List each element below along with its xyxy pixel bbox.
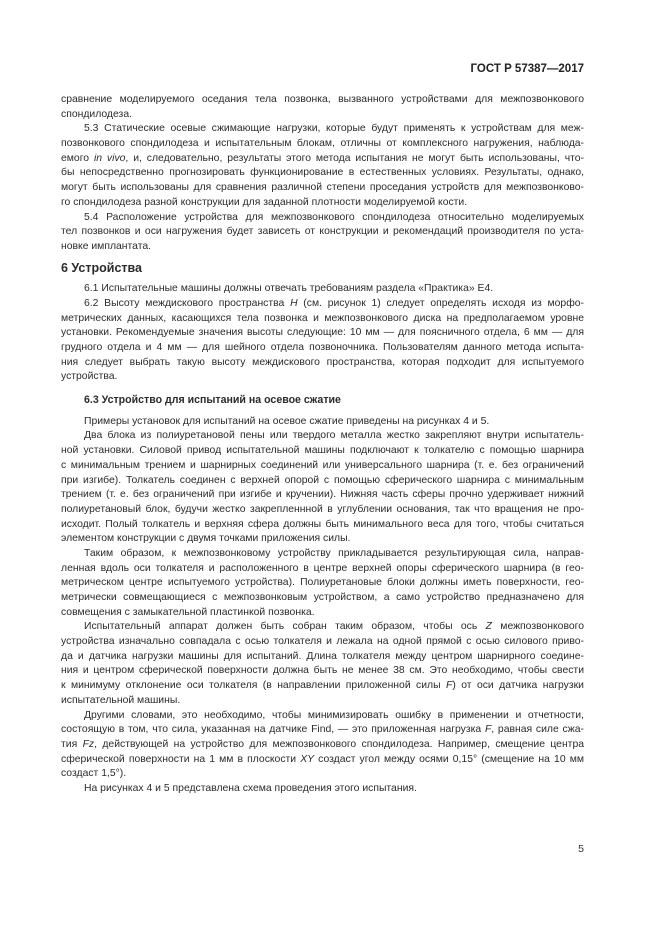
text-line <box>61 474 584 489</box>
text-segment: На рисунках 4 и 5 представлена схема проведения этого испытания. <box>84 782 417 794</box>
text-segment: Два блока из полиуретановой пены или твердого металла жестко закрепляют внутри испытатель- <box>84 430 584 442</box>
text-segment: бы непосредственно прогнозировать функционирование в естественных условиях. Результаты, однако, <box>61 167 584 179</box>
text-segment: могут быть использованы для сравнения различной степени проседания устройств для межпозвонково- <box>61 182 584 194</box>
text-line <box>61 459 584 474</box>
text-segment: метрических данных, касающихся тела позвонка и межпозвонкового диска на предполагаемом уровне <box>61 312 584 324</box>
text-segment: 6.1 Испытательные машины должны отвечать требованиям раздела «Практика» E4. <box>84 283 494 295</box>
text-line <box>61 341 584 356</box>
text-segment: установки. Рекомендуемые значения высоты следующие: 10 мм — для поясничного отдела, 6 мм — для <box>61 327 584 339</box>
text-segment: емого <box>61 152 94 164</box>
text-line <box>61 620 584 635</box>
text-line <box>61 240 584 255</box>
text-segment: совмещения с замыкательной пластинкой позвонка. <box>61 606 315 618</box>
paragraph <box>61 782 584 797</box>
text-segment: Испытательный аппарат должен быть собран таким образом, чтобы ось <box>84 621 486 633</box>
page-number: 5 <box>578 843 584 855</box>
text-segment: устройства изначально совпадала с осью толкателя и лежала на одной прямой с осью силового приво- <box>61 636 584 648</box>
text-line <box>61 444 584 459</box>
text-segment: сферической поверхности на 1 мм в плоскости <box>61 753 301 765</box>
text-line <box>61 562 584 577</box>
text-line <box>61 767 584 782</box>
text-segment: при изгибе). Толкатель соединен с верхней опорой с помощью сферического шарнира с минимальным <box>61 474 584 486</box>
italic-term: Z <box>485 621 492 633</box>
paragraph <box>61 709 584 782</box>
text-line <box>61 576 584 591</box>
paragraph <box>61 211 584 255</box>
text-line <box>61 166 584 181</box>
text-segment: испытательной машины. <box>61 694 181 706</box>
text-segment: устройства. <box>61 371 118 383</box>
document-body <box>61 93 584 797</box>
text-segment: тел позвонков и оси нагружения будет зависеть от конструкции и рекомендаций производителя по уста- <box>61 226 584 238</box>
text-segment: , равная силе сжа- <box>491 724 584 736</box>
text-line <box>61 635 584 650</box>
text-line <box>61 211 584 226</box>
text-line <box>61 356 584 371</box>
text-segment: ленная вдоль оси толкателя и расположенного в центре верхней опоры сферического шарнира (в гео- <box>61 562 584 574</box>
paragraph <box>61 122 584 210</box>
text-line <box>61 488 584 503</box>
text-segment: к минимуму отклонение оси толкателя (в направлении приложенной силы <box>61 680 446 692</box>
text-segment: элементом конструкции с двумя точками приложения силы. <box>61 533 351 545</box>
text-segment: новке имплантата. <box>61 240 152 252</box>
text-line <box>61 282 584 297</box>
text-line <box>61 518 584 533</box>
text-line <box>61 429 584 444</box>
text-line <box>61 753 584 768</box>
text-line <box>61 312 584 327</box>
text-segment: позвонкового спондилодеза и испытательным блокам, отличны от комплексного нагружения, наблюда- <box>61 138 584 150</box>
text-segment: ния и центром сферической поверхности должна быть не менее 38 см. Это необходимо, чтобы свести <box>61 665 584 677</box>
text-segment: да и датчика нагрузки машины для испытаний. Длина толкателя между центром шарнирного соедине- <box>61 650 584 662</box>
text-line <box>61 664 584 679</box>
text-segment: го спондилодеза разной конструкции для заданной плотности моделируемой кости. <box>61 196 468 208</box>
text-line <box>61 694 584 709</box>
text-line <box>61 547 584 562</box>
text-segment: ния следует выбрать такую высоту междискового пространства, которая подходит для испытуемого <box>61 356 584 368</box>
text-segment: исходит. Полый толкатель и верхняя сфера должны быть минимального веса для того, чтобы считаться <box>61 518 584 530</box>
text-line <box>61 503 584 518</box>
text-segment: Другими словами, это необходимо, чтобы минимизировать ошибку в применении и отчетности, <box>84 709 584 721</box>
text-segment: , действующей на устройство для межпозвонкового спондилодеза. Например, смещение центра <box>94 738 585 750</box>
text-segment: 5.3 Статические осевые сжимающие нагрузки, которые будут применять к устройствам для меж- <box>84 123 584 135</box>
text-segment: Примеры установок для испытаний на осевое сжатие приведены на рисунках 4 и 5. <box>84 415 490 427</box>
text-line <box>61 326 584 341</box>
text-line <box>61 709 584 724</box>
paragraph <box>61 547 584 620</box>
text-segment: полиуретановый блок, будучи жестко закрепленнной в углублении основания, так что вращения не про- <box>61 503 584 515</box>
paragraph <box>61 620 584 708</box>
text-segment: межпозвонкового <box>491 621 584 633</box>
text-line <box>61 152 584 167</box>
text-line <box>61 738 584 753</box>
text-segment: метрическом центре испытуемого устройства). Полиуретановые блоки должны иметь поверхности, гео- <box>61 577 584 589</box>
italic-term: F <box>446 680 453 692</box>
text-line <box>61 650 584 665</box>
text-line <box>61 606 584 621</box>
italic-term: H <box>290 297 298 309</box>
text-line <box>61 415 584 430</box>
text-line <box>61 723 584 738</box>
text-segment: трением (т. е. без ограничений при изгибе и кручении). Нижняя часть сферы прочно удерживает нижний <box>61 489 584 501</box>
text-line <box>61 196 584 211</box>
paragraph <box>61 429 584 547</box>
italic-term: XY <box>300 753 315 765</box>
text-segment: с минимальным трением и шарнирных соединений или универсального шарнира (т. е. без ограничений <box>61 459 584 471</box>
text-segment: создаст угол между осями 0,15° (смещение на 10 мм <box>314 753 584 765</box>
paragraph <box>61 93 584 122</box>
text-segment: ной установки. Силовой привод испытательной машины подключают к толкателю с помощью шарнира <box>61 445 584 457</box>
subsection-heading: 6.3 Устройство для испытаний на осевое сжатие <box>84 394 341 407</box>
text-segment: 5.4 Расположение устройства для межпозвонкового спондилодеза относительно моделируемых <box>84 211 584 223</box>
text-line <box>61 225 584 240</box>
text-segment: создаст 1,5°). <box>61 768 127 780</box>
text-line <box>61 108 584 123</box>
text-segment: тия <box>61 738 83 750</box>
paragraph <box>61 415 584 430</box>
text-line <box>61 370 584 385</box>
text-line <box>61 532 584 547</box>
italic-term: Fz <box>82 738 95 750</box>
text-line <box>61 122 584 137</box>
paragraph <box>61 282 584 297</box>
text-segment: состоящую в том, что сила, указанная на датчике Find, — это приложенная нагрузка <box>61 724 485 736</box>
text-segment: метрически совмещающиеся с межпозвонковым устройством, а само устройство предназначено для <box>61 592 584 604</box>
document-code-header: ГОСТ Р 57387—2017 <box>470 63 584 75</box>
text-segment: , и, следовательно, результаты этого метода испытания не могут быть использованы, что- <box>125 152 585 164</box>
section-heading: 6 Устройства <box>61 260 142 275</box>
text-line <box>61 297 584 312</box>
text-segment: 6.2 Высоту междискового пространства <box>84 297 291 309</box>
text-line <box>61 679 584 694</box>
text-segment: спондилодеза. <box>61 108 132 120</box>
text-line <box>61 181 584 196</box>
text-segment: ) от оси датчика нагрузки <box>452 680 584 692</box>
paragraph <box>61 297 584 385</box>
text-line <box>61 93 584 108</box>
italic-term: F <box>484 724 492 736</box>
text-segment: (см. рисунок 1) следует определять исходя из морфо- <box>297 297 584 309</box>
text-line <box>61 137 584 152</box>
text-line <box>61 591 584 606</box>
text-segment: грудного отдела и 4 мм — для шейного отдела позвоночника. Пользователям данного метода испыта- <box>61 342 584 354</box>
text-line <box>61 782 584 797</box>
text-segment: сравнение моделируемого оседания тела позвонка, вызванного устройствами для межпозвонкового <box>61 94 584 105</box>
italic-term: in vivo <box>93 152 126 164</box>
text-segment: Таким образом, к межпозвонковому устройству прикладывается результирующая сила, направ- <box>84 547 584 559</box>
